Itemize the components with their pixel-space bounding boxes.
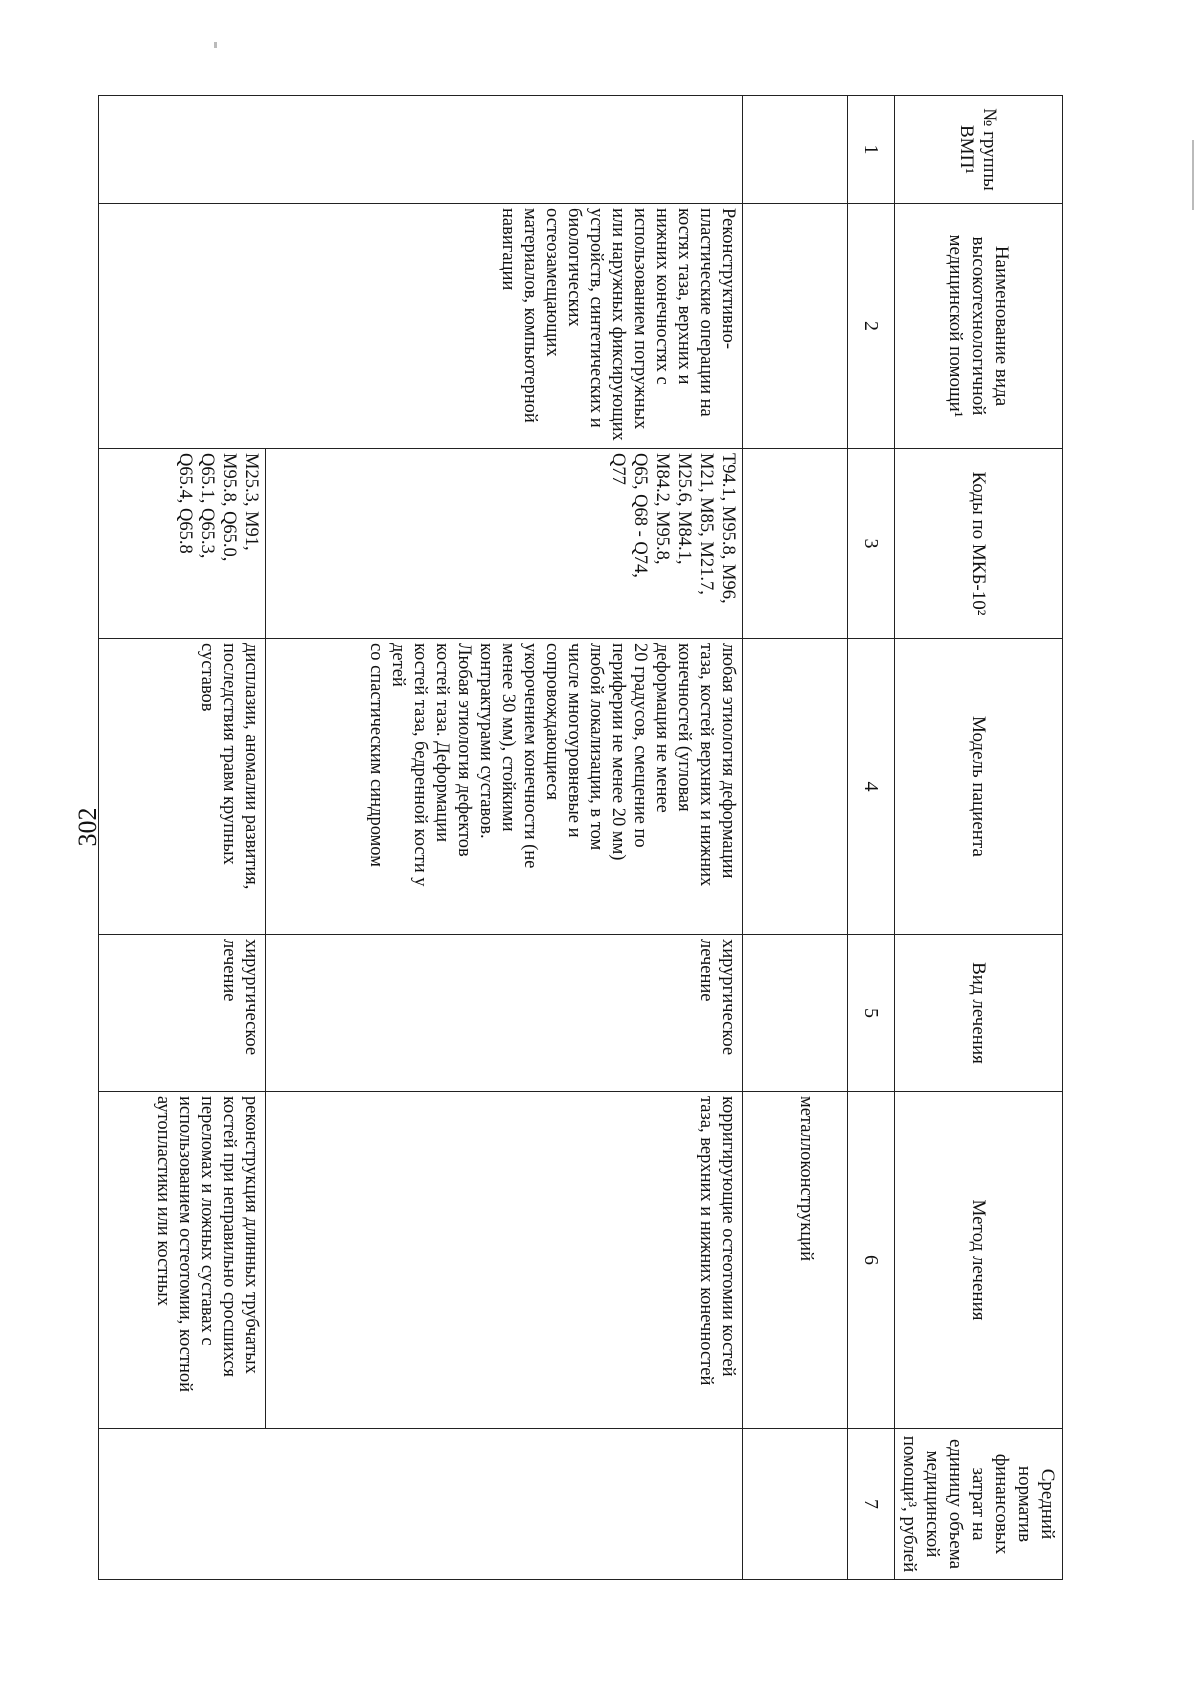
row-norm [99, 1429, 743, 1580]
header-codes: Коды по МКБ-10² [895, 449, 1063, 639]
column-number: 7 [848, 1429, 895, 1580]
page-number: 302 [73, 807, 102, 847]
column-number: 4 [848, 639, 895, 935]
header-row [895, 96, 1063, 1580]
row-group [99, 96, 743, 204]
table-cell [743, 449, 848, 639]
row-model: любая этиология деформации таза, костей верхних и нижних конечностей (угловая деформация не менее 20 градусов, смещение по периферии не менее 20 мм) любой локализации, в том числе многоуровневые и сопровождающиеся укорочением конечности (не менее 30 мм), стойкими контрактурами суставов. Любая этиология дефектов костей таза. Деформации костей таза, бедренной кости у детей со спастическим синдромом [266, 639, 743, 935]
table-cell [743, 639, 848, 935]
header-name: Наименование вида высокотехнологичной медицинской помощи¹ [895, 204, 1063, 449]
vmp-table [98, 95, 1063, 1580]
header-norm: Средний норматив финансовых затрат на единицу объема медицинской помощи³, рублей [895, 1429, 1063, 1580]
table-cell [743, 96, 848, 204]
row-codes: T94.1, M95.8, M96, M21, M85, M21.7, M25.6, M84.1, M84.2, M95.8, Q65, Q68 - Q74, Q77 [266, 449, 743, 639]
column-number-row [848, 96, 895, 1580]
continuation-row [743, 96, 848, 1580]
table-cell [743, 935, 848, 1092]
header-method: Метод лечения [895, 1092, 1063, 1429]
row-method: корригирующие остеотомии костей таза, верхних и нижних конечностей [266, 1092, 743, 1429]
row-type: хирургическое лечение [266, 935, 743, 1092]
table-row [266, 96, 743, 1580]
row-type: хирургическое лечение [99, 935, 266, 1092]
column-number: 1 [848, 96, 895, 204]
table-cell [743, 1429, 848, 1580]
row-name: Реконструктивно- пластические операции на костях таза, верхних и нижних конечностях с использованием погружных или наружных фиксирующих устройств, синтетических и биологических остеозамещающих материалов, компьютерной навигации [99, 204, 743, 449]
scan-mark [1192, 140, 1194, 210]
header-group: № группы ВМП¹ [895, 96, 1063, 204]
rotated-table-sheet [153, 95, 1063, 1579]
header-type: Вид лечения [895, 935, 1063, 1092]
row-method: реконструкция длинных трубчатых костей при неправильно сросшихся переломах и ложных суставах с использованием остеотомии, костной аутопластики или костных [99, 1092, 266, 1429]
scan-mark [214, 42, 217, 48]
column-number: 2 [848, 204, 895, 449]
row-model: дисплазии, аномалии развития, последствия травм крупных суставов [99, 639, 266, 935]
column-number: 3 [848, 449, 895, 639]
row-codes: M25.3, M91, M95.8, Q65.0, Q65.1, Q65.3, Q65.4, Q65.8 [99, 449, 266, 639]
column-number: 6 [848, 1092, 895, 1429]
continuation-method: металлоконструкций [743, 1092, 848, 1429]
column-number: 5 [848, 935, 895, 1092]
header-model: Модель пациента [895, 639, 1063, 935]
table-cell [743, 204, 848, 449]
